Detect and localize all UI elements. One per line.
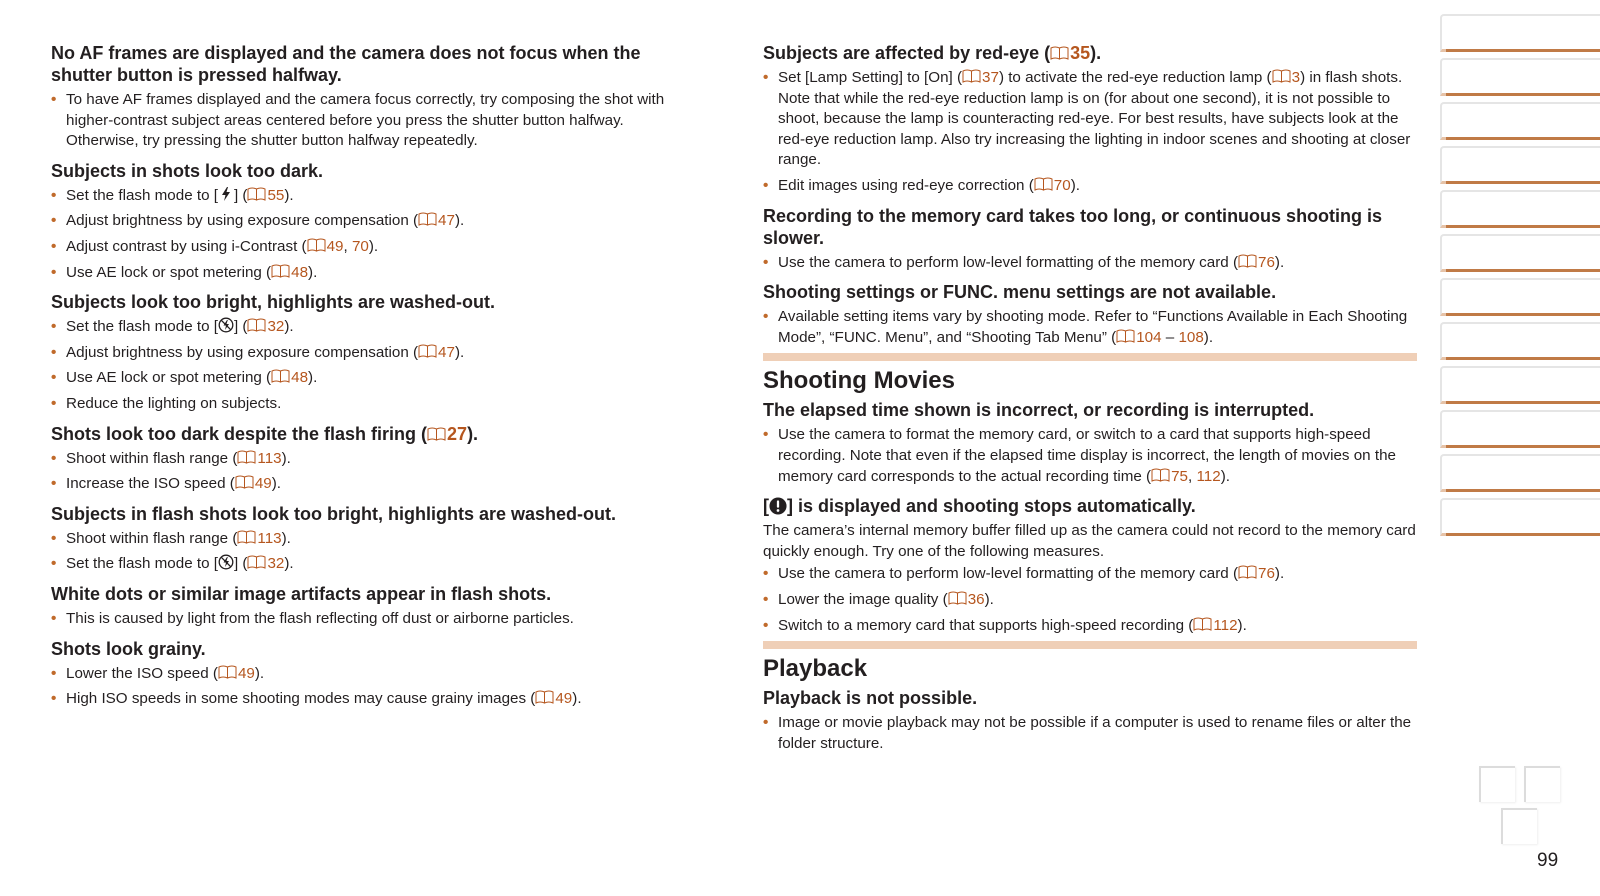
book-icon [247, 187, 266, 201]
section-title: Shooting Movies [763, 367, 955, 395]
nav-tab[interactable] [1440, 366, 1600, 404]
book-icon [247, 555, 266, 569]
book-icon [1238, 254, 1257, 268]
book-icon [1272, 69, 1291, 83]
book-icon [1050, 46, 1069, 60]
page-ref-link[interactable]: 36 [948, 591, 985, 608]
bullet-item: • Shoot within flash range ( 113). [51, 449, 699, 470]
book-icon [307, 238, 326, 252]
page-ref-link[interactable]: 27 [427, 424, 467, 444]
book-icon [418, 344, 437, 358]
section-title: Playback [763, 655, 868, 683]
nav-tab[interactable] [1440, 410, 1600, 448]
nav-tab[interactable] [1440, 146, 1600, 184]
page-ref-link[interactable]: 48 [271, 264, 308, 281]
page-ref-link[interactable]: 3 [1272, 69, 1300, 86]
book-icon [535, 690, 554, 704]
page-ref-link[interactable]: 49 [307, 238, 344, 255]
nav-tab[interactable] [1440, 454, 1600, 492]
right-column [763, 42, 1417, 759]
bullet-item: • Set the flash mode to [ ] ( 32). [51, 554, 699, 575]
nav-tab[interactable] [1440, 278, 1600, 316]
page-ref-link[interactable]: 76 [1238, 254, 1275, 271]
book-icon [1238, 565, 1257, 579]
nav-tab[interactable] [1440, 102, 1600, 140]
bullet-item: • Adjust contrast by using i-Contrast ( 49, 70). [51, 237, 699, 258]
page-ref-link[interactable]: 108 [1178, 328, 1204, 346]
book-icon [427, 427, 446, 441]
book-icon [1116, 329, 1135, 343]
bullet-item: • Lower the image quality ( 36). [763, 590, 1417, 611]
prev-page-button[interactable] [1479, 766, 1515, 802]
topic-heading: [ ] is displayed and shooting stops automatically. [763, 496, 1196, 517]
nav-tab[interactable] [1440, 58, 1600, 96]
page-number: 99 [1537, 850, 1559, 871]
section-divider [763, 353, 1417, 361]
topic-heading: Subjects are affected by red-eye ( 35). [763, 43, 1102, 63]
page-ref-link[interactable]: 55 [247, 187, 284, 204]
bullet-item: • Use the camera to perform low-level formatting of the memory card ( 76). [763, 253, 1417, 274]
bullet-item: • Edit images using red-eye correction ( 70). [763, 176, 1417, 197]
nav-tab[interactable] [1440, 234, 1600, 272]
page-ref-link[interactable]: 112 [1193, 617, 1237, 634]
book-icon [218, 665, 237, 679]
book-icon [235, 475, 254, 489]
bullet-item: • Set the flash mode to [ ] ( 32). [51, 317, 699, 338]
topic-heading: No AF frames are displayed and the camera does not focus when the shutter button is pressed halfway. [51, 43, 641, 85]
topic-heading: The elapsed time shown is incorrect, or recording is interrupted. [763, 400, 1315, 421]
bullet-item: • Use the camera to format the memory card, or switch to a card that supports high-speed recording. Note that even if the elapsed time display is incorrect, the length of movies on the memory card corresponds to the actual recording time ( 75, 112). [763, 425, 1417, 487]
bullet-item: • Switch to a memory card that supports high-speed recording ( 112). [763, 616, 1417, 637]
page-ref-link[interactable]: 75 [1151, 468, 1188, 485]
flash-on-icon [218, 186, 234, 202]
book-icon [1034, 177, 1053, 191]
back-button[interactable] [1501, 808, 1537, 844]
topic-heading: Shots look too dark despite the flash firing ( 27). [51, 423, 479, 444]
page-ref-link[interactable]: 113 [237, 530, 281, 547]
bullet-item: • Available setting items vary by shooting mode. Refer to “Functions Available in Each Shooting Mode”, “FUNC. Menu”, and “Shooting Tab Menu” ( 104 – 108). [763, 307, 1417, 348]
paragraph: The camera’s internal memory buffer filled up as the camera could not record to the memory card quickly enough. Try one of the following measures. [763, 522, 1416, 560]
page-ref-link[interactable]: 37 [962, 69, 999, 86]
nav-tab[interactable] [1440, 190, 1600, 228]
page-ref-link[interactable]: 49 [235, 475, 272, 492]
book-icon [271, 369, 290, 383]
topic-heading: Playback is not possible. [763, 688, 978, 709]
warning-icon [769, 497, 787, 515]
book-icon [418, 212, 437, 226]
page-ref-link[interactable]: 47 [418, 344, 455, 361]
page-ref-link[interactable]: 113 [237, 450, 281, 467]
bullet-item: • Use AE lock or spot metering ( 48). [51, 263, 699, 284]
flash-off-icon [218, 317, 234, 333]
page-ref-link[interactable]: 112 [1196, 467, 1221, 485]
bullet-item: • Set [Lamp Setting] to [On] ( 37) to activate the red-eye reduction lamp ( 3) in flash shots. Note that while the red-eye reduction lamp is on (for about one second), it is not possible to shoot, because the lamp is counteracting red-eye. For best results, have subjects look at the red-eye reduction lamp. Also try increasing the lighting in indoor scenes and shooting at closer range. [763, 68, 1417, 171]
page-ref-link[interactable]: 49 [535, 690, 572, 707]
flash-off-icon [218, 554, 234, 570]
bullet-item: • High ISO speeds in some shooting modes may cause grainy images ( 49). [51, 689, 699, 710]
page-ref-link[interactable]: 104 [1116, 329, 1161, 346]
bullet-item: • Shoot within flash range ( 113). [51, 529, 699, 550]
topic-heading: Shots look grainy. [51, 638, 206, 659]
topic-heading: Subjects look too bright, highlights are washed-out. [51, 292, 496, 313]
book-icon [1193, 617, 1212, 631]
topic-heading: Subjects in flash shots look too bright, highlights are washed-out. [51, 503, 617, 524]
page-ref-link[interactable]: 47 [418, 212, 455, 229]
book-icon [962, 69, 981, 83]
section-divider [763, 641, 1417, 649]
bullet-item: • Adjust brightness by using exposure compensation ( 47). [51, 343, 699, 364]
page-ref-link[interactable]: 32 [247, 555, 284, 572]
topic-heading: Recording to the memory card takes too long, or continuous shooting is slower. [763, 205, 1383, 248]
topic-heading: Shooting settings or FUNC. menu settings are not available. [763, 282, 1277, 303]
page-ref-link[interactable]: 70 [351, 237, 369, 255]
book-icon [247, 318, 266, 332]
bullet-item: • Lower the ISO speed ( 49). [51, 664, 699, 685]
page-ref-link[interactable]: 70 [1034, 177, 1071, 194]
bullet-item: • Use AE lock or spot metering ( 48). [51, 368, 699, 389]
book-icon [271, 264, 290, 278]
book-icon [237, 530, 256, 544]
bullet-item: • Increase the ISO speed ( 49). [51, 474, 699, 495]
page-ref-link[interactable]: 76 [1238, 565, 1275, 582]
page-ref-link[interactable]: 32 [247, 318, 284, 335]
bullet-item: • This is caused by light from the flash reflecting off dust or airborne particles. [51, 609, 699, 630]
page-ref-link[interactable]: 48 [271, 369, 308, 386]
page-ref-link[interactable]: 35 [1050, 43, 1090, 63]
topic-heading: Subjects in shots look too dark. [51, 160, 324, 181]
bullet-item: • Reduce the lighting on subjects. [51, 394, 699, 415]
next-page-button[interactable] [1524, 766, 1560, 802]
nav-tab[interactable] [1440, 322, 1600, 360]
bullet-item: • Use the camera to perform low-level formatting of the memory card ( 76). [763, 564, 1417, 585]
book-icon [237, 450, 256, 464]
bullet-item: • To have AF frames displayed and the camera focus correctly, try composing the shot with higher-contrast subject areas centered before you press the shutter button halfway. Otherwise, try pressing the shutter button halfway repeatedly. [51, 90, 699, 152]
left-column [51, 42, 699, 715]
page-ref-link[interactable]: 49 [218, 665, 255, 682]
bullet-item: • Set the flash mode to [ ] ( 55). [51, 186, 699, 207]
bullet-item: • Image or movie playback may not be possible if a computer is used to rename files or alter the folder structure. [763, 713, 1417, 754]
book-icon [1151, 468, 1170, 482]
nav-tab[interactable] [1440, 14, 1600, 52]
nav-tab[interactable] [1440, 498, 1600, 536]
book-icon [948, 591, 967, 605]
topic-heading: White dots or similar image artifacts appear in flash shots. [51, 583, 552, 604]
bullet-item: • Adjust brightness by using exposure compensation ( 47). [51, 211, 699, 232]
